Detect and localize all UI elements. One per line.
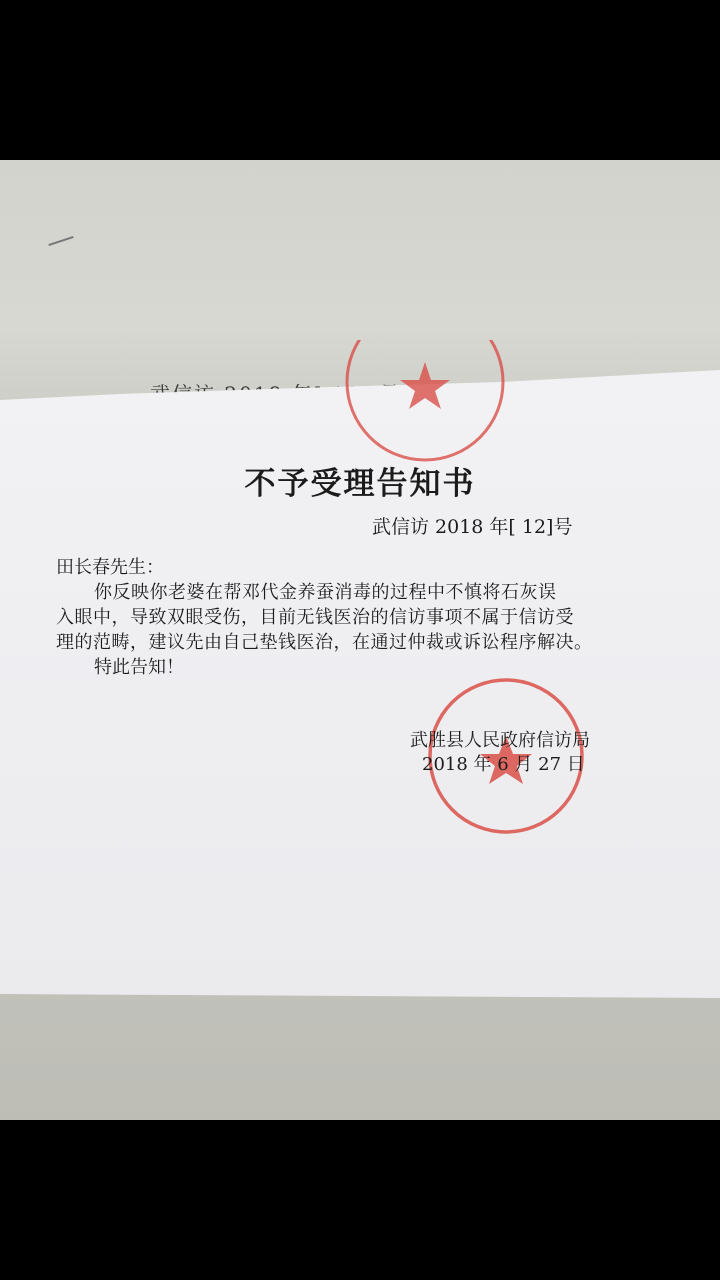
issue-date: 2018 年 6 月 27 日 xyxy=(422,754,585,775)
document-photo xyxy=(0,160,720,1120)
issuing-authority: 武胜县人民政府信访局 xyxy=(410,730,590,751)
body-line: 理的范畴，建议先由自己垫钱医治，在通过仲裁或诉讼程序解决。 xyxy=(56,632,593,653)
salutation: 田长春先生： xyxy=(56,557,164,578)
document-number: 武信访 2018 年[ 12]号 xyxy=(372,516,573,538)
notice-title: 不予受理告知书 xyxy=(244,466,476,502)
closing-remark: 特此告知！ xyxy=(94,657,184,678)
body-line: 你反映你老婆在帮邓代金养蚕消毒的过程中不慎将石灰误 xyxy=(94,582,557,603)
body-line: 入眼中，导致双眼受伤，目前无钱医治的信访事项不属于信访受 xyxy=(56,607,574,628)
top-official-seal xyxy=(340,340,510,470)
